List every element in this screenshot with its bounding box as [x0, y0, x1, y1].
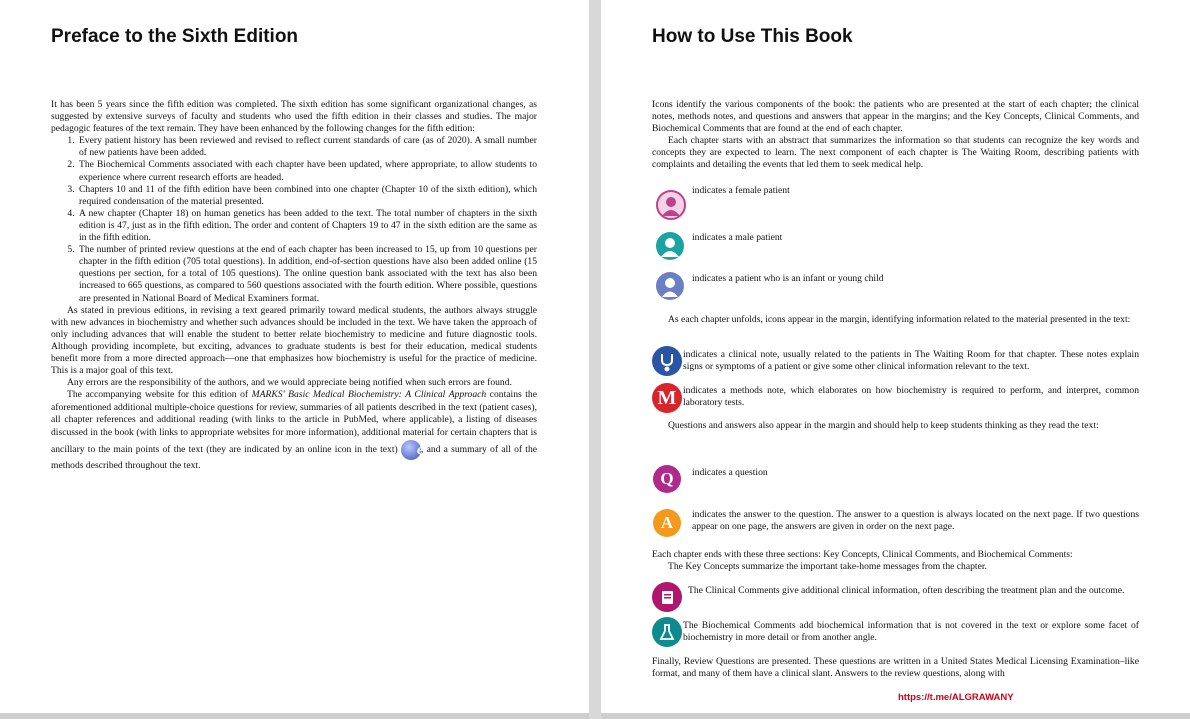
- para-4-text-c: , and a summary of all of the methods described throughout the text.: [51, 443, 538, 471]
- child-patient-icon: [656, 272, 684, 300]
- how-to-para-5: [652, 549, 1139, 573]
- answer-label: indicates the answer to the question. The answer to a question is always located on the next page. If two questions appear on one page, the answers are given in order on the next page.: [692, 509, 1139, 533]
- stethoscope-icon: [652, 346, 682, 376]
- how-to-para-3: As each chapter unfolds, icons appear in the margin, identifying information related to the material presented in the text:: [668, 314, 1131, 325]
- how-to-para-1: Icons identify the various components of the book: the patients who are presented at the start of each chapter; the clinical notes, methods notes, and questions and answers that appear in the margins; and the Key Concepts, Clinical Comments, and Biochemical Comments that are found at the end of each chapter.: [652, 99, 1139, 135]
- how-to-para-6: Finally, Review Questions are presented. These questions are written in a United States Medical Licensing Examination–like format, and many of them have a clinical slant. Answers to the review questions, along with: [652, 656, 1139, 680]
- preface-para-2: As stated in previous editions, in revising a text geared primarily toward medical students, the authors always struggle with new advances in biochemistry and whether such advances should be included in the text. We have taken the approach of only including advances that will enable the student to better relate biochemistry to medicine and future diagnostic tools. Although providing incomplete, but exciting, advances to graduate students is best for their education, medical students benefit more from a more directed approach—one that emphasizes how biochemistry is useful for the practice of medicine. This is a major goal of this text.: [51, 304, 537, 377]
- list-item: 2. The Biochemical Comments associated with each chapter have been updated, where appropriate, to allow students to experience where current research efforts are headed.: [77, 159, 537, 183]
- clinical-comments-icon: [652, 582, 682, 612]
- female-label: indicates a female patient: [692, 185, 790, 196]
- preface-para-4: [51, 389, 537, 472]
- list-item: 1. Every patient history has been reviewed and revised to reflect current standards of care (as of 2020). A small number of new patients have been added.: [77, 135, 537, 159]
- sections-intro: Each chapter ends with these three sections: Key Concepts, Clinical Comments, and Biochemical Comments:: [652, 549, 1073, 560]
- clinical-comments-label: The Clinical Comments give additional clinical information, often describing the treatment plan and the outcome.: [688, 585, 1125, 596]
- male-label: indicates a male patient: [692, 232, 783, 243]
- question-icon: Q: [653, 465, 681, 493]
- biochemical-comments-label: The Biochemical Comments add biochemical information that is not covered in the text or explore some facet of biochemistry in more detail or from another angle.: [683, 620, 1139, 644]
- how-to-para-4: Questions and answers also appear in the margin and should help to keep students thinking as they read the text:: [668, 420, 1099, 431]
- clinical-note-label: indicates a clinical note, usually related to the patients in The Waiting Room for that chapter. These notes explain signs or symptoms of a patient or give some other clinical information relevant to the text.: [683, 349, 1139, 373]
- question-label: indicates a question: [692, 467, 768, 478]
- methods-note-label: indicates a methods note, which elaborates on how biochemistry is required to perform, and interpret, common laboratory tests.: [683, 385, 1139, 409]
- how-to-para-2: Each chapter starts with an abstract that summarizes the information so that students can recognize the key words and concepts they are expected to learn. The next component of each chapter is The Waiting Room, describing patients with complaints and detailing the events that led them to seek medical help.: [652, 135, 1139, 171]
- child-label: indicates a patient who is an infant or young child: [692, 273, 884, 284]
- answer-icon: A: [653, 509, 681, 537]
- left-page: [0, 0, 589, 713]
- para-4-text-b: contains the aforementioned additional multiple-choice questions for review, summaries of all patients described in the text (patient cases), all chapter references and additional reading (with links to the article in PubMed, where applicable), a listing of diseases discussed in the book (with links to appropriate websites for more information), additional material for certain chapters that is ancillary to the main points of the text (they are indicated by an online icon in the text): [51, 389, 537, 455]
- telegram-link[interactable]: https://t.me/ALGRAWANY: [898, 692, 1014, 703]
- biochemical-comments-icon: [652, 617, 682, 647]
- list-item: 4. A new chapter (Chapter 18) on human genetics has been added to the text. The total number of chapters in the sixth edition is 47, just as in the fifth edition. The order and content of Chapters 19 to 47 in the sixth edition are the same as in the fifth edition.: [77, 208, 537, 244]
- para-4-text-a: The accompanying website for this edition of: [67, 389, 252, 401]
- female-patient-icon: [656, 190, 686, 220]
- list-item: 3. Chapters 10 and 11 of the fifth edition have been combined into one chapter (Chapter 10 of the sixth edition), which required condensation of the material presented.: [77, 184, 537, 208]
- page-gutter: [589, 0, 601, 719]
- preface-title: Preface to the Sixth Edition: [51, 26, 299, 47]
- changes-list: [51, 135, 537, 304]
- key-concepts-text: The Key Concepts summarize the important take-home messages from the chapter.: [668, 561, 987, 573]
- male-patient-icon: [656, 232, 684, 260]
- how-to-intro: [652, 99, 1139, 172]
- how-to-title: How to Use This Book: [652, 26, 853, 47]
- list-item: 5. The number of printed review questions at the end of each chapter has been increased to 15, up from 10 questions per chapter in the fifth edition (705 total questions). In addition, end-of-section questions have also been added online (15 questions per section, for a total of 105 questions). The online question bank associated with the text has also been increased to 665 questions, as compared to 560 questions associated with the fourth edition. Where possible, questions are presented in National Board of Medical Examiners format.: [77, 244, 537, 304]
- preface-body: [51, 99, 537, 472]
- online-icon: e: [401, 440, 421, 460]
- methods-note-icon: M: [652, 383, 682, 413]
- preface-para-3: Any errors are the responsibility of the authors, and we would appreciate being notified when such errors are found.: [67, 377, 512, 389]
- right-page: [601, 0, 1190, 713]
- book-title: MARKS' Basic Medical Biochemistry: A Clinical Approach: [251, 389, 487, 401]
- preface-intro: It has been 5 years since the fifth edition was completed. The sixth edition has some significant organizational changes, as suggested by extensive surveys of faculty and students who used the fifth edition in their classes and studies. The major pedagogic features of the text remain. They have been enhanced by the following changes for the fifth edition:: [51, 99, 537, 135]
